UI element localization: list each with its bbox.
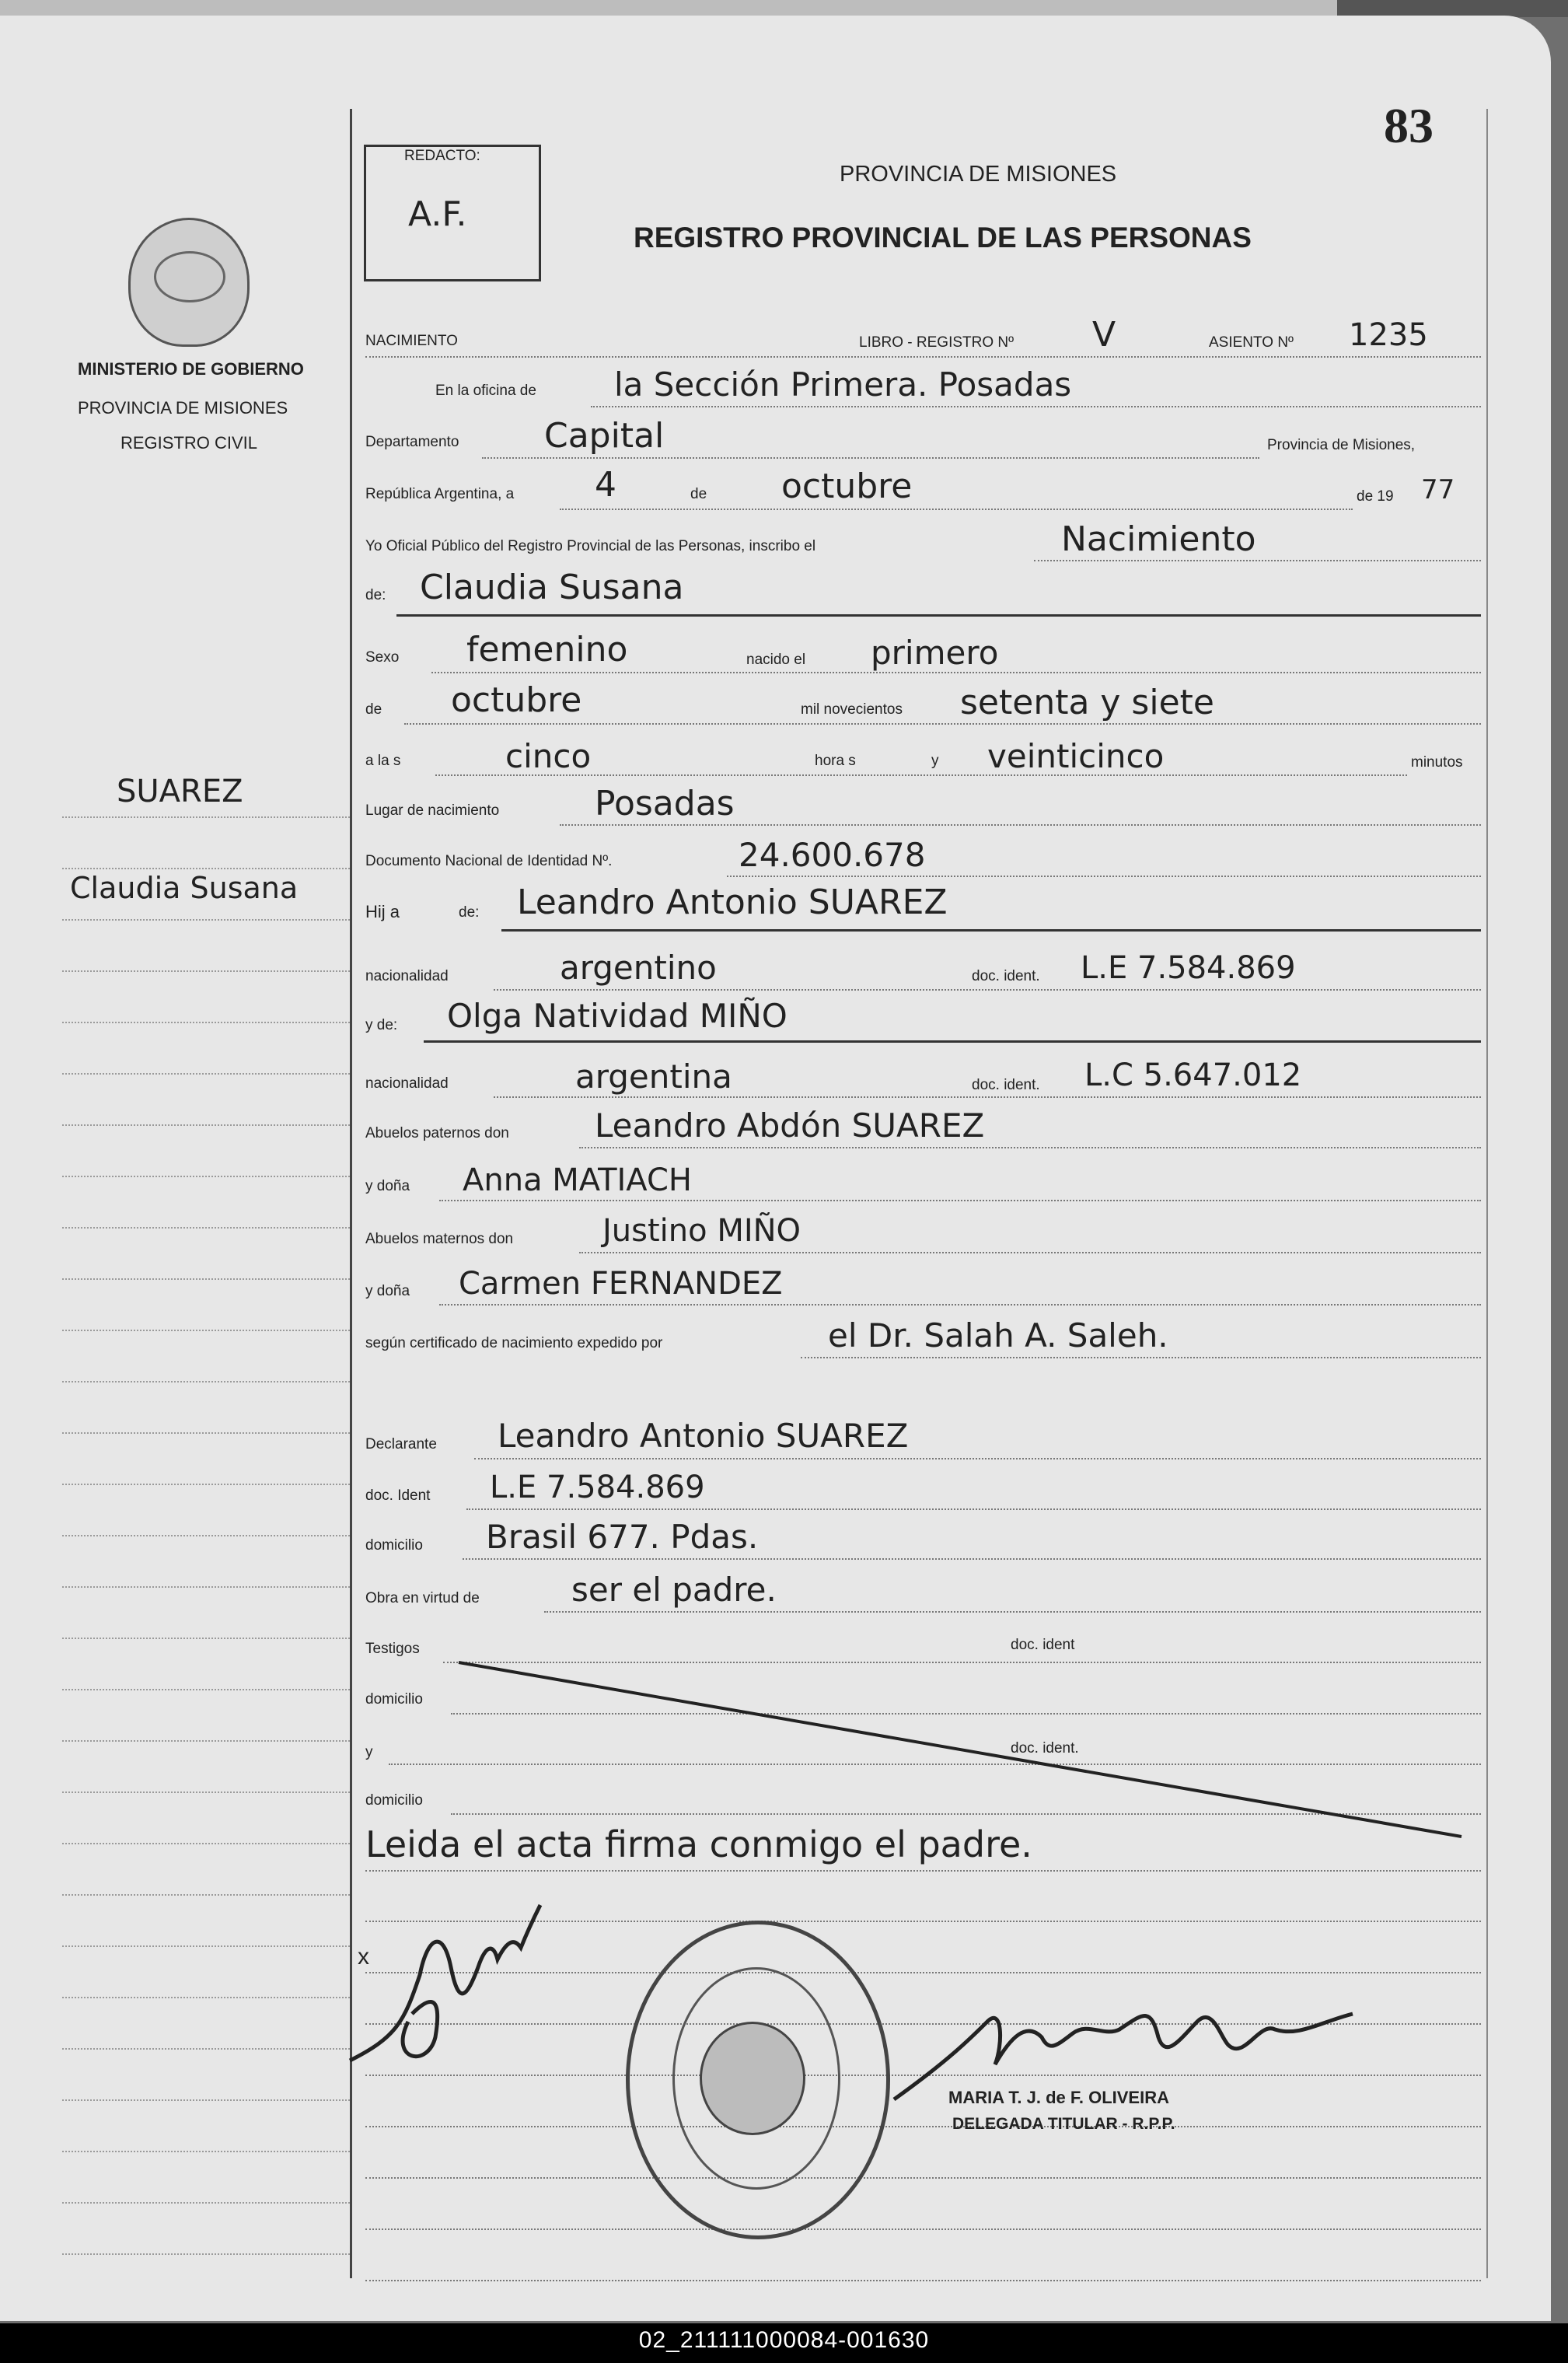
leida-statement: Leida el acta firma conmigo el padre. bbox=[365, 1823, 1032, 1865]
doc1-label: doc. ident. bbox=[972, 968, 1040, 984]
nac1-label: nacionalidad bbox=[365, 968, 449, 984]
obra-label: Obra en virtud de bbox=[365, 1590, 480, 1606]
republica-label: República Argentina, a bbox=[365, 486, 515, 502]
nac2-value: argentina bbox=[575, 1057, 732, 1096]
madre-value: Olga Natividad MIÑO bbox=[447, 997, 787, 1035]
minutos-label: minutos bbox=[1411, 754, 1463, 771]
dom-label: domicilio bbox=[365, 1537, 423, 1554]
body-ruled-line bbox=[365, 2228, 1481, 2230]
asiento-label: ASIENTO Nº bbox=[1209, 334, 1294, 351]
official-signature-stroke bbox=[894, 2014, 1353, 2099]
hora-value: cinco bbox=[505, 737, 592, 775]
horas-label: hora s bbox=[815, 753, 856, 769]
y2-label: y bbox=[365, 1744, 373, 1760]
lugar-label: Lugar de nacimiento bbox=[365, 802, 500, 819]
y-label: y bbox=[931, 753, 939, 769]
dom2-label: domicilio bbox=[365, 1691, 423, 1708]
minutos-value: veinticinco bbox=[987, 737, 1165, 775]
docdecl-label: doc. Ident bbox=[365, 1487, 431, 1504]
registry-heading: REGISTRO PROVINCIAL DE LAS PERSONAS bbox=[634, 222, 1252, 253]
abp2-value: Anna MATIACH bbox=[463, 1162, 692, 1198]
sexo-value: femenino bbox=[466, 630, 628, 669]
hija-label: Hij a bbox=[365, 902, 400, 921]
nacimiento-label: NACIMIENTO bbox=[365, 333, 458, 349]
ministry-line1: MINISTERIO DE GOBIERNO bbox=[78, 359, 304, 379]
mil-value: setenta y siete bbox=[960, 683, 1214, 722]
abp-value: Leandro Abdón SUAREZ bbox=[595, 1106, 985, 1145]
scan-identifier: 02_211111000084-001630 bbox=[638, 2327, 930, 2353]
declarant-signature bbox=[334, 1882, 567, 2084]
departamento-label: Departamento bbox=[365, 434, 459, 450]
cert-value: el Dr. Salah A. Saleh. bbox=[828, 1316, 1168, 1355]
mes-value: octubre bbox=[781, 467, 913, 506]
cancel-line bbox=[459, 1662, 1461, 1837]
nombre-value: Claudia Susana bbox=[420, 568, 684, 607]
body-ruled-line bbox=[365, 2126, 1481, 2127]
official-title: DELEGADA TITULAR - R.P.P. bbox=[952, 2115, 1175, 2133]
docid1-label: doc. ident bbox=[1011, 1637, 1075, 1653]
ydona2-label: y doña bbox=[365, 1283, 410, 1299]
x-mark: x bbox=[358, 1944, 369, 1970]
hija-de-label: de: bbox=[459, 904, 480, 921]
inscribo-value: Nacimiento bbox=[1061, 519, 1256, 559]
docdecl-value: L.E 7.584.869 bbox=[490, 1470, 705, 1505]
mes2-value: octubre bbox=[451, 680, 582, 720]
redacto-label: REDACTO: bbox=[404, 148, 480, 164]
margin-surname: SUAREZ bbox=[117, 774, 243, 809]
libro-label: LIBRO - REGISTRO Nº bbox=[859, 334, 1014, 351]
ministry-line2: PROVINCIA DE MISIONES bbox=[78, 398, 288, 418]
yde-label: y de: bbox=[365, 1017, 398, 1033]
dom-value: Brasil 677. Pdas. bbox=[486, 1518, 759, 1556]
nac1-value: argentino bbox=[560, 949, 717, 987]
mil-label: mil novecientos bbox=[801, 701, 903, 718]
lugar-value: Posadas bbox=[595, 784, 735, 823]
libro-value: V bbox=[1092, 315, 1116, 355]
dom3-label: domicilio bbox=[365, 1792, 423, 1809]
abm2-value: Carmen FERNANDEZ bbox=[459, 1266, 783, 1302]
body-ruled-line bbox=[365, 2177, 1481, 2179]
declarant-signature-stroke bbox=[350, 1905, 540, 2061]
nacido-label: nacido el bbox=[746, 652, 806, 668]
nacido-value: primero bbox=[871, 634, 999, 672]
testigos-label: Testigos bbox=[365, 1641, 420, 1657]
asiento-value: 1235 bbox=[1349, 317, 1428, 353]
anio-value: 77 bbox=[1421, 474, 1455, 505]
oficina-label: En la oficina de bbox=[435, 383, 536, 399]
doc2-label: doc. ident. bbox=[972, 1077, 1040, 1093]
provincia-label: Provincia de Misiones, bbox=[1267, 437, 1416, 453]
abp-label: Abuelos paternos don bbox=[365, 1125, 509, 1141]
sexo-label: Sexo bbox=[365, 649, 400, 666]
official-name: MARIA T. J. de F. OLIVEIRA bbox=[948, 2088, 1169, 2107]
province-heading: PROVINCIA DE MISIONES bbox=[840, 162, 1117, 187]
doc1-value: L.E 7.584.869 bbox=[1081, 950, 1296, 986]
padre-value: Leandro Antonio SUAREZ bbox=[517, 883, 948, 922]
de3-label: de bbox=[365, 701, 382, 718]
doc2-value: L.C 5.647.012 bbox=[1084, 1057, 1302, 1093]
declarante-value: Leandro Antonio SUAREZ bbox=[498, 1417, 909, 1455]
stamp-seal-emblem bbox=[700, 2022, 805, 2135]
docid2-label: doc. ident. bbox=[1011, 1740, 1079, 1757]
margin-given-names: Claudia Susana bbox=[70, 871, 299, 905]
dni-label: Documento Nacional de Identidad Nº. bbox=[365, 853, 613, 869]
abm-value: Justino MIÑO bbox=[602, 1213, 801, 1249]
anio-label: de 19 bbox=[1357, 488, 1394, 505]
redacto-value: A.F. bbox=[408, 194, 467, 234]
ydona1-label: y doña bbox=[365, 1178, 410, 1194]
nac2-label: nacionalidad bbox=[365, 1075, 449, 1092]
dni-value: 24.600.678 bbox=[739, 836, 926, 874]
departamento-value: Capital bbox=[544, 416, 665, 456]
alas-label: a la s bbox=[365, 753, 401, 769]
obra-value: ser el padre. bbox=[571, 1571, 777, 1609]
declarante-label: Declarante bbox=[365, 1436, 437, 1452]
leida-line bbox=[365, 1870, 1481, 1872]
de2-label: de: bbox=[365, 587, 386, 603]
page-number: 83 bbox=[1384, 98, 1434, 153]
dia-value: 4 bbox=[595, 465, 616, 505]
body-ruled-line bbox=[365, 2280, 1481, 2281]
ministry-line3: REGISTRO CIVIL bbox=[120, 433, 258, 453]
inscribo-label: Yo Oficial Público del Registro Provincial de las Personas, inscribo el bbox=[365, 538, 816, 554]
cert-label: según certificado de nacimiento expedido por bbox=[365, 1335, 663, 1351]
oficina-value: la Sección Primera. Posadas bbox=[614, 365, 1072, 404]
abm-label: Abuelos maternos don bbox=[365, 1231, 514, 1247]
de-label: de bbox=[690, 486, 707, 502]
